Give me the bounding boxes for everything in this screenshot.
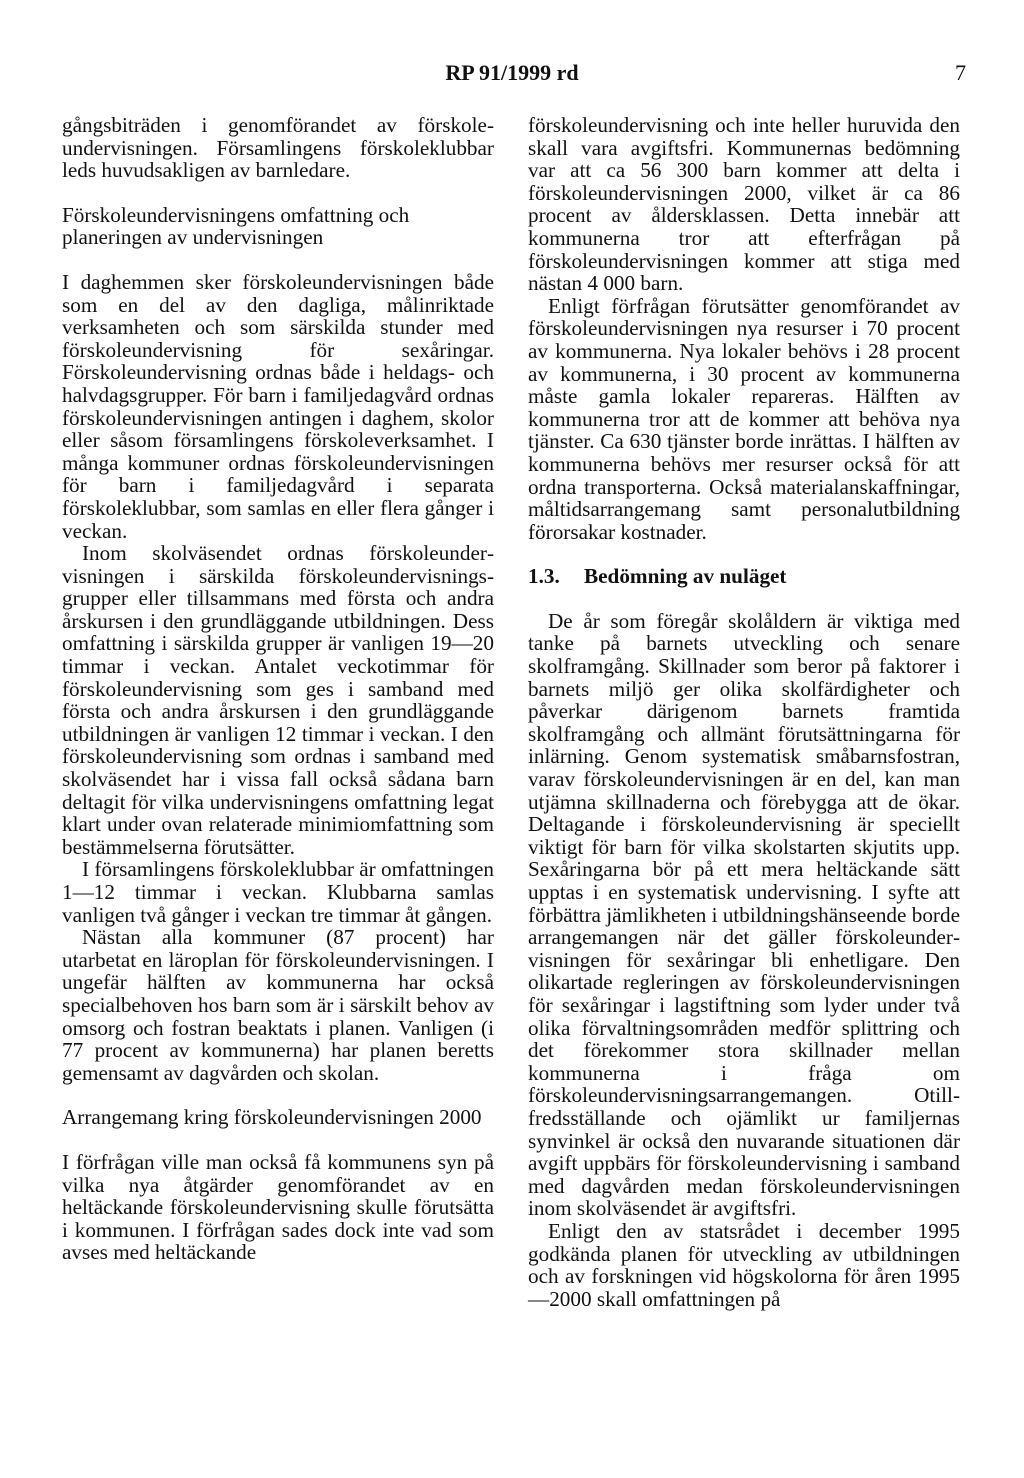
subheading-scope-planning: Förskoleundervisningens omfattning och planeringen av undervisningen [62, 202, 410, 250]
paragraph: I församlingens förskoleklubbar är omfattningen 1—12 timmar i veckan. Klubbarna samlas vanligen två gånger i veckan tre timmar åt gången. [62, 857, 494, 927]
paragraph: Enligt förfrågan förutsätter genomförandet av förskoleundervisningen nya resurser i 70 procent av kommunerna. Nya lokaler behövs i 28 procent av kommunerna, i 30 procent av kommunerna måste gamla lokaler repareras. Hälften av kommunerna tror att de kommer att behöva nya tjänster. Ca 630 tjänster borde inrättas. I hälften av kommunerna behövs mer resurser också för att ordna transporterna. Också materialanskaffningar, måltidsarrangemang samt personalutbildning förorsakar kostnader. [528, 293, 960, 544]
page-header [0, 60, 1024, 90]
paragraph: De år som föregår skolåldern är viktiga med tanke på barnets utveckling och senare skolframgång. Skillnader som beror på faktorer i barnets miljö ger olika skolfärdigheter och påverkar därigenom barnets framtida skolframgång och allmänt förutsättningarna för inlärning. Genom systematisk småbarnsfostran, varav förskoleundervisningen är en del, kan man utjämna skillnaderna och förebygga att de ökar. Deltagande i förskoleundervisning är speciellt viktigt för barn för vilka skolstarten skjutits upp. Sexåringarna bör på ett mera heltäckande sätt upptas i en systematisk undervisning. I syfte att förbättra jämlikheten i utbildningshänseende borde arrangemangen när det gäller förskoleundervisningen för sexåringar bli enhetligare. Den olikartade regleringen av förskoleundervisningen för sexåringar i lagstiftning som lyder under två olika förvaltningsområden medför splittring och det förekommer stora skillnader mellan kommunerna i fråga om förskoleundervisningsarrangemangen. Otillfredsställande och ojämlikt ur familjernas synvinkel är också den nuvarande situationen där avgift uppbärs för förskoleundervisning i samband med dagvården medan förskoleundervisningen inom skolväsendet är avgiftsfri. [528, 608, 960, 1221]
paragraph: I förfrågan ville man också få kommunens syn på vilka nya åtgärder genomförandet av en heltäckande förskoleundervisning skulle förutsätta i kommunen. I förfrågan sades dock inte vad som avses med heltäckande [62, 1149, 494, 1265]
right-column [528, 114, 960, 1310]
section-heading [528, 565, 960, 588]
page-number: 7 [955, 60, 966, 85]
paragraph: Inom skolväsendet ordnas förskoleundervisningen i särskilda förskoleundervisningsgrupper eller tillsammans med första och andra årskursen i den grundläggande utbildningen. Dess omfattning i särskilda grupper är vanligen 19—20 timmar i veckan. Antalet veckotimmar för förskoleundervisning som ges i samband med första och andra årskursen i den grundläggande utbildningen är vanligen 12 timmar i veckan. I den förskoleundervisning som ordnas i samband med skolväsendet har i vissa fall också sådana barn deltagit för vilka undervisningens omfattning legat klart under ovan relaterade minimiomfattning som bestämmelserna förutsätter. [62, 541, 494, 859]
paragraph: I daghemmen sker förskoleundervisningen både som en del av den dagliga, målinriktade verksamheten och som särskilda stunder med förskoleundervisning för sexåringar. Förskoleundervisning ordnas både i heldags- och halvdagsgrupper. För barn i familjedagvård ordnas förskoleundervisningen antingen i daghem, skolor eller såsom församlingens förskoleverksamhet. I många kommuner ordnas förskoleundervisningen för barn i familjedagvård i separata förskoleklubbar, som samlas en eller flera gånger i veckan. [62, 269, 494, 543]
left-column [62, 114, 494, 1264]
paragraph: Enligt den av statsrådet i december 1995 godkända planen för utveckling av utbildningen och av forskningen vid högskolorna för åren 1995—2000 skall omfattningen på [528, 1218, 960, 1311]
paragraph: förskoleundervisning och inte heller huruvida den skall vara avgiftsfri. Kommunernas bedömning var att ca 56 300 barn kommer att delta i förskoleundervisningen 2000, vilket är ca 86 procent av åldersklassen. Detta innebär att kommunerna tror att efterfrågan på förskoleundervisningen kommer att stiga med nästan 4 000 barn. [528, 113, 960, 296]
section-title: Bedömning av nuläget [584, 564, 787, 589]
subheading-arrangements-2000: Arrangemang kring förskoleundervisningen 2000 [62, 1105, 482, 1130]
section-number: 1.3. [528, 564, 560, 589]
document-reference: RP 91/1999 rd [445, 60, 579, 85]
paragraph: gångsbiträden i genomförandet av förskoleundervisningen. Församlingens förskoleklubbar leds huvudsakligen av barnledare. [62, 113, 494, 183]
paragraph: Nästan alla kommuner (87 procent) har utarbetat en läroplan för förskoleundervisningen. I ungefär hälften av kommunerna har också specialbehoven hos barn som är i särskilt behov av omsorg och fostran beaktats i planen. Vanligen (i 77 procent av kommunerna) har planen beretts gemensamt av dagvården och skolan. [62, 925, 494, 1085]
